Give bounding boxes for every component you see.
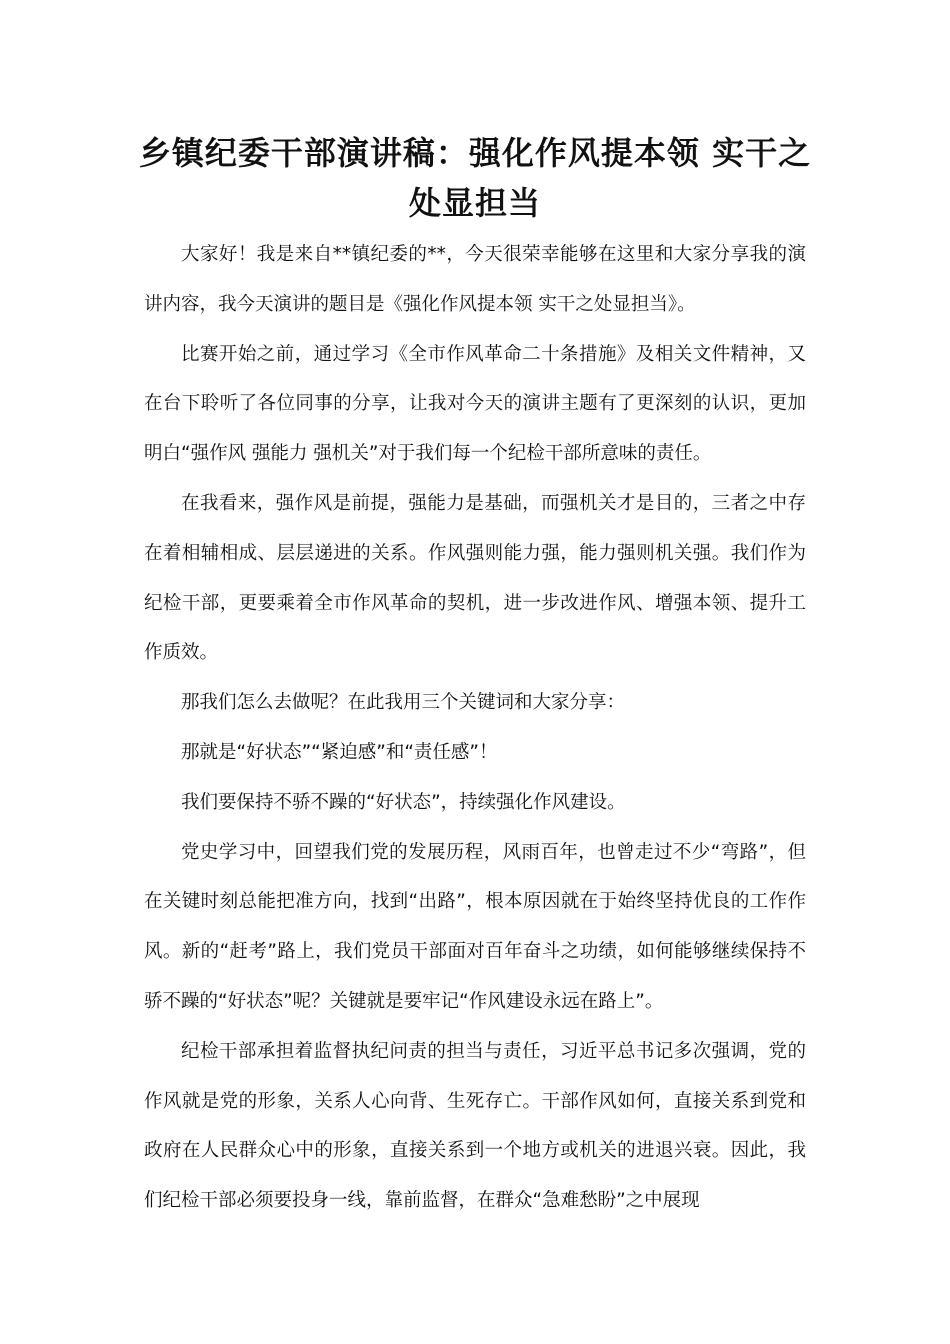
document-title: 乡镇纪委干部演讲稿：强化作风提本领 实干之处显担当 <box>138 134 812 222</box>
paragraph: 我们要保持不骄不躁的“好状态”，持续强化作风建设。 <box>181 791 626 813</box>
paragraph: 那我们怎么去做呢？在此我用三个关键词和大家分享： <box>181 692 626 714</box>
paragraph: 那就是“好状态”“紧迫感”和“责任感”！ <box>181 741 498 763</box>
paragraph: 大家好！我是来自**镇纪委的**，今天很荣幸能够在这里和大家分享我的演讲内容，我今天演讲的题目是《强化作风提本领 实干之处显担当》。 <box>144 244 806 315</box>
paragraph: 党史学习中，回望我们党的发展历程，风雨百年，也曾走过不少“弯路”，但在关键时刻总能把准方向，找到“出路”，根本原因就在于始终坚持优良的工作作风。新的“赶考”路上，我们党员干部面对百年奋斗之功绩，如何能够继续保持不骄不躁的“好状态”呢？关键就是要牢记“作风建设永远在路上”。 <box>144 841 806 1012</box>
paragraph: 纪检干部承担着监督执纪问责的担当与责任，习近平总书记多次强调，党的作风就是党的形象，关系人心向背、生死存亡。干部作风如何，直接关系到党和政府在人民群众心中的形象，直接关系到一个地方或机关的进退兴衰。因此，我们纪检干部必须要投身一线，靠前监督，在群众“急难愁盼”之中展现 <box>144 1040 806 1212</box>
document-body <box>144 230 806 1226</box>
paragraph: 比赛开始之前，通过学习《全市作风革命二十条措施》及相关文件精神，又在台下聆听了各位同事的分享，让我对今天的演讲主题有了更深刻的认识，更加明白“强作风 强能力 强机关”对于我们每一个纪检干部所意味的责任。 <box>144 343 806 465</box>
paragraph: 在我看来，强作风是前提，强能力是基础，而强机关才是目的，三者之中存在着相辅相成、层层递进的关系。作风强则能力强，能力强则机关强。我们作为纪检干部，更要乘着全市作风革命的契机，进一步改进作风、增强本领、提升工作质效。 <box>144 492 806 664</box>
